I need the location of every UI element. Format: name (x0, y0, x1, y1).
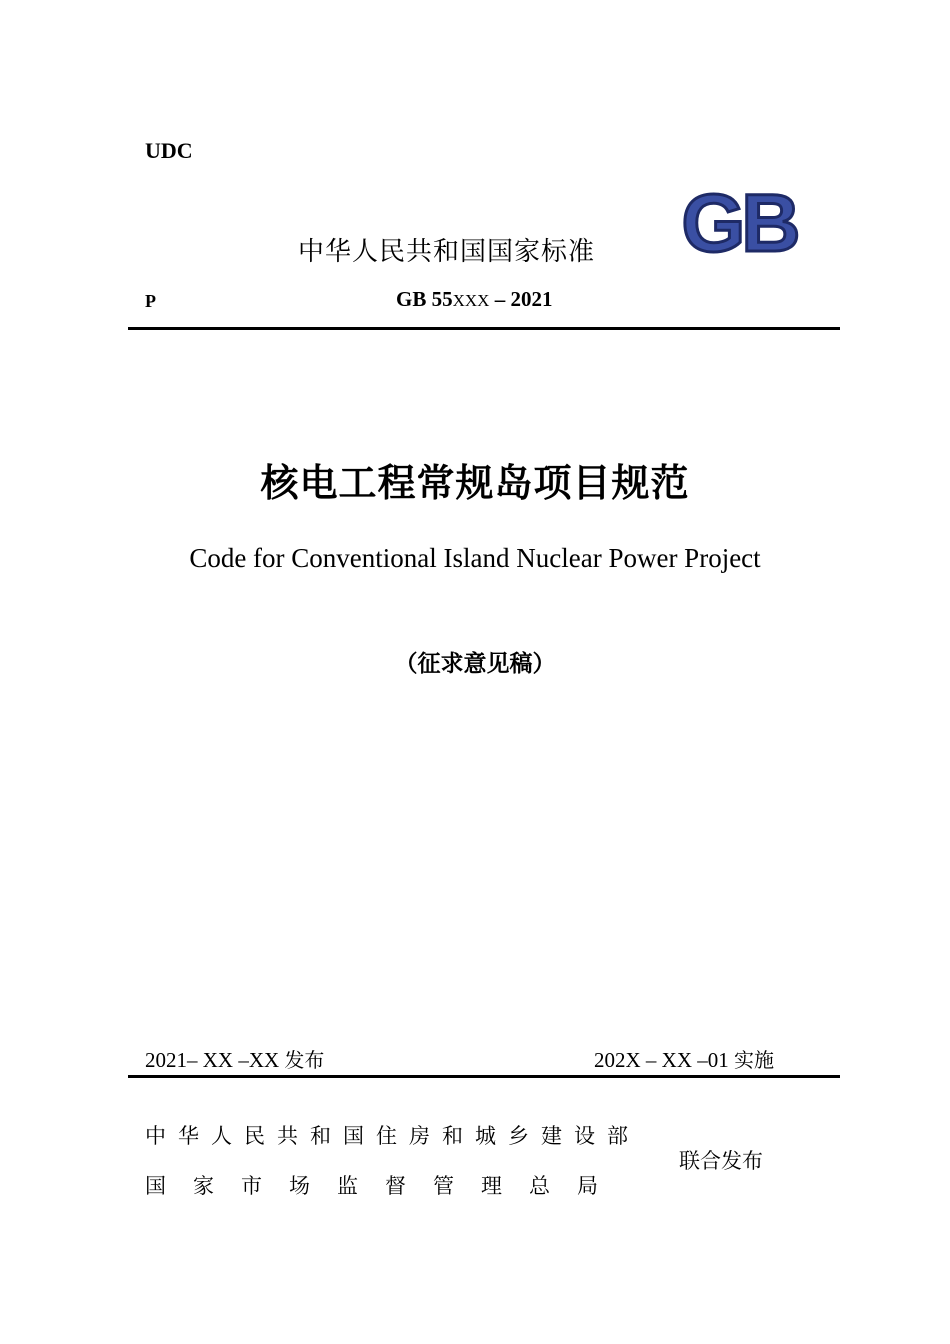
draft-note: （征求意见稿） (394, 651, 556, 677)
issue-date-label: 发布 (284, 1048, 325, 1072)
classification-code: P (145, 291, 156, 311)
standard-number-suffix: – 2021 (489, 287, 553, 311)
joint-issue-label: 联合发布 (679, 1149, 763, 1173)
standard-number-prefix: GB 55 (396, 287, 453, 311)
effective-date-label: 实施 (734, 1048, 774, 1072)
issue-date-value: 2021– XX –XX (145, 1048, 280, 1072)
gb-logo-text: GB (681, 183, 797, 261)
gb-logo (668, 183, 810, 261)
header-divider (128, 327, 840, 330)
standard-number-code: XXX (452, 291, 490, 310)
national-standard-title: 中华人民共和国国家标准 (298, 237, 596, 267)
effective-date (594, 1044, 774, 1073)
standard-number (396, 287, 552, 312)
issue-date (145, 1044, 324, 1073)
issuer-market-regulation: 国家市场监督管理总局 (145, 1174, 625, 1198)
effective-date-value: 202X – XX –01 (594, 1048, 729, 1072)
udc-label: UDC (145, 138, 193, 163)
document-title-chinese: 核电工程常规岛项目规范 (260, 461, 690, 505)
footer-divider (128, 1075, 840, 1078)
document-title-english: Code for Conventional Island Nuclear Power Project (189, 543, 761, 573)
issuer-ministry: 中华人民共和国住房和城乡建设部 (145, 1124, 640, 1148)
